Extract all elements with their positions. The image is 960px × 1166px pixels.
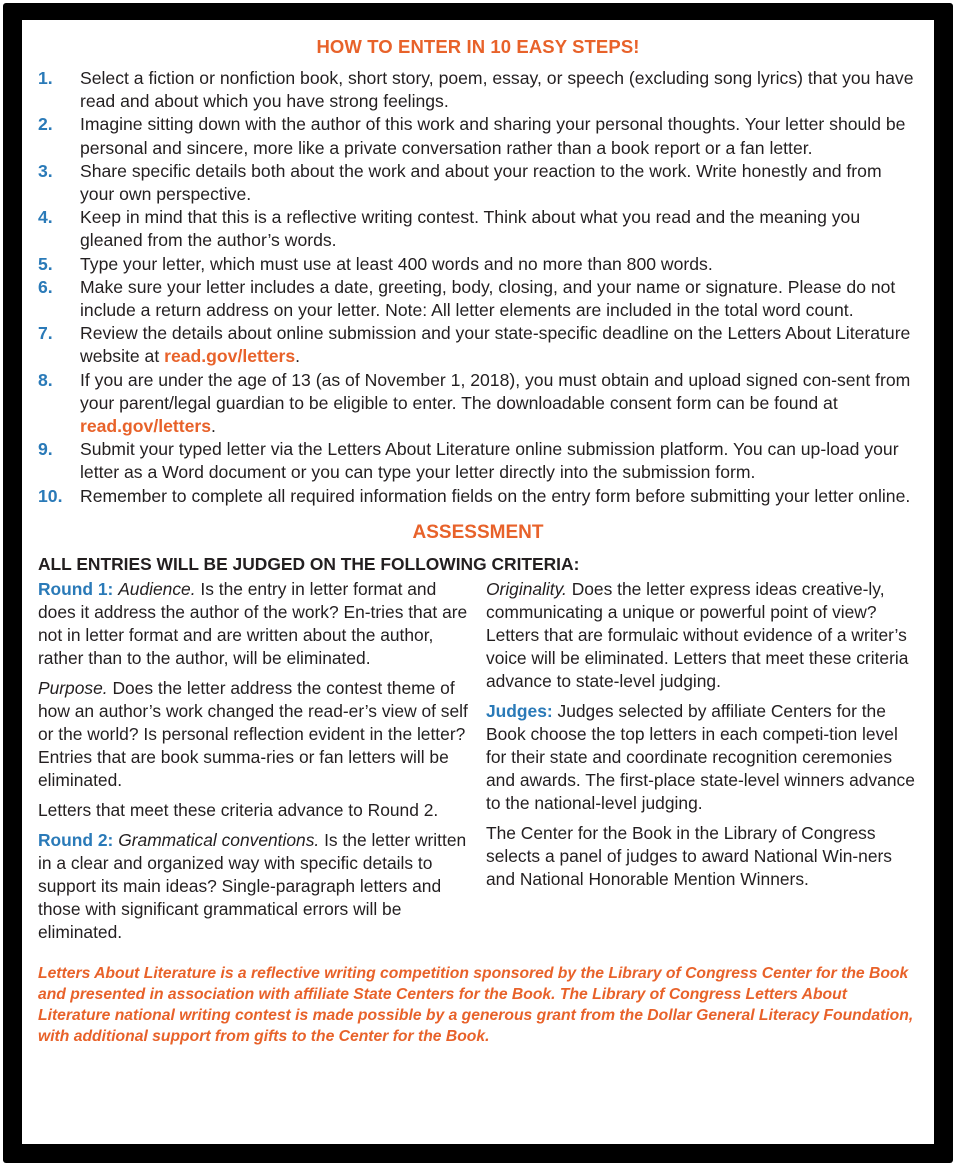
originality-text: Does the letter express ideas creative-ly, communicating a unique or powerful point of view? Letters that are formulaic without evidence of a writer’s voice will be eliminated. Letters that meet these criteria advance to state-level judging. bbox=[486, 578, 909, 691]
step-text-container bbox=[80, 369, 918, 439]
step-text: If you are under the age of 13 (as of November 1, 2018), you must obtain and upload signed con-sent from your parent/legal guardian to be eligible to enter. The downloadable consent form can be found at bbox=[80, 369, 911, 413]
grammar-label: Grammatical conventions. bbox=[118, 829, 320, 850]
judges-label: Judges: bbox=[486, 700, 553, 721]
judges-paragraph bbox=[486, 700, 918, 815]
step-item bbox=[38, 276, 918, 322]
criteria-columns bbox=[38, 578, 918, 951]
audience-label: Audience. bbox=[118, 578, 196, 599]
step-number: 1. bbox=[38, 68, 53, 88]
step-item bbox=[38, 485, 918, 508]
step-text: Submit your typed letter via the Letters About Literature online submission platform. You can up-load your letter as a Word document or you can type your letter directly into the submission form. bbox=[80, 439, 899, 483]
step-item bbox=[38, 113, 918, 159]
step-number: 7. bbox=[38, 323, 53, 344]
step-number: 4. bbox=[38, 207, 53, 228]
step-item bbox=[38, 253, 918, 276]
criteria-heading: ALL ENTRIES WILL BE JUDGED ON THE FOLLOWING CRITERIA: bbox=[38, 553, 580, 574]
step-item bbox=[38, 438, 918, 484]
originality-paragraph bbox=[486, 578, 918, 693]
steps-heading: HOW TO ENTER IN 10 EASY STEPS! bbox=[316, 36, 640, 57]
step-text: Make sure your letter includes a date, greeting, body, closing, and your name or signature. Please do not include a return address on your letter. Note: All letter elements are included in the total word count. bbox=[80, 276, 896, 321]
judges-text: Judges selected by affiliate Centers for the Book choose the top letters in each competi-tion level for their state and coordinate recognition ceremonies and awards. The first-place state-level winners advance to the national-level judging. bbox=[486, 700, 915, 813]
right-column bbox=[486, 578, 918, 951]
purpose-label: Purpose. bbox=[38, 677, 108, 698]
step-number: 6. bbox=[38, 276, 53, 297]
step-number: 8. bbox=[38, 369, 53, 390]
step-item bbox=[38, 369, 918, 439]
round1-label: Round 1: bbox=[38, 578, 114, 599]
step-number: 5. bbox=[38, 253, 53, 274]
read-gov-letters-link[interactable]: read.gov/letters bbox=[80, 416, 212, 437]
step-text-end: . bbox=[295, 346, 301, 367]
read-gov-letters-link[interactable]: read.gov/letters bbox=[164, 346, 296, 367]
step-number: 2. bbox=[38, 114, 53, 135]
step-text: Share specific details both about the work and about your reaction to the work. Write honestly and from your own perspective. bbox=[80, 160, 882, 205]
step-text: Select a fiction or nonfiction book, short story, poem, essay, or speech (excluding song lyrics) that you have read and about which you have strong feelings. bbox=[80, 68, 914, 112]
step-text-container bbox=[80, 322, 918, 368]
left-column bbox=[38, 578, 474, 951]
step-number: 3. bbox=[38, 160, 53, 181]
round1-audience bbox=[38, 578, 474, 670]
content-panel bbox=[22, 20, 934, 1144]
assessment-heading: ASSESSMENT bbox=[412, 521, 544, 543]
purpose-text: Does the letter address the contest theme of how an author’s work changed the read-er’s view of self or the world? Is personal reflection evident in the letter? Entries that are book summa-ries or fan letters will be eliminated. bbox=[38, 677, 468, 790]
step-text-end: . bbox=[211, 416, 216, 437]
step-number: 10. bbox=[38, 485, 63, 506]
page-frame bbox=[3, 3, 953, 1163]
step-text: Imagine sitting down with the author of this work and sharing your personal thoughts. Your letter should be personal and sincere, more like a private conversation rather than a book report or a fan letter. bbox=[80, 114, 906, 158]
step-text: Review the details about online submission and your state-specific deadline on the Letters About Literature website at bbox=[80, 323, 911, 367]
originality-label: Originality. bbox=[486, 578, 567, 599]
step-number: 9. bbox=[38, 439, 53, 460]
step-item bbox=[38, 160, 918, 206]
step-item bbox=[38, 322, 918, 368]
advance-round2-text: Letters that meet these criteria advance to Round 2. bbox=[38, 799, 439, 820]
step-text: Remember to complete all required information fields on the entry form before submitting your letter online. bbox=[80, 485, 911, 506]
step-text: Type your letter, which must use at least 400 words and no more than 800 words. bbox=[80, 253, 713, 274]
round2-label: Round 2: bbox=[38, 829, 114, 850]
audience-text: Is the entry in letter format and does it address the author of the work? En-tries that are not in letter format and are written about the author, rather than to the author, will be eliminated. bbox=[38, 578, 468, 668]
footer-note: Letters About Literature is a reflective writing competition sponsored by the Library of Congress Center for the Book and presented in association with affiliate State Centers for the Book. The Library of Congress Letters About Literature national writing contest is made possible by a generous grant from the Dollar General Literacy Foundation, with additional support from gifts to the Center for the Book. bbox=[38, 964, 914, 1045]
step-text: Keep in mind that this is a reflective writing contest. Think about what you read and the meaning you gleaned from the author’s words. bbox=[80, 207, 861, 251]
grammar-text: Is the letter written in a clear and organized way with specific details to support its main ideas? Single-paragraph letters and those with significant grammatical errors will be eliminated. bbox=[38, 829, 467, 942]
round2-grammar bbox=[38, 829, 474, 944]
step-item bbox=[38, 67, 918, 113]
steps-list bbox=[38, 67, 918, 508]
center-paragraph: The Center for the Book in the Library of Congress selects a panel of judges to award National Win-ners and National Honorable Mention Winners. bbox=[486, 822, 892, 889]
purpose-paragraph bbox=[38, 677, 474, 792]
step-item bbox=[38, 206, 918, 252]
